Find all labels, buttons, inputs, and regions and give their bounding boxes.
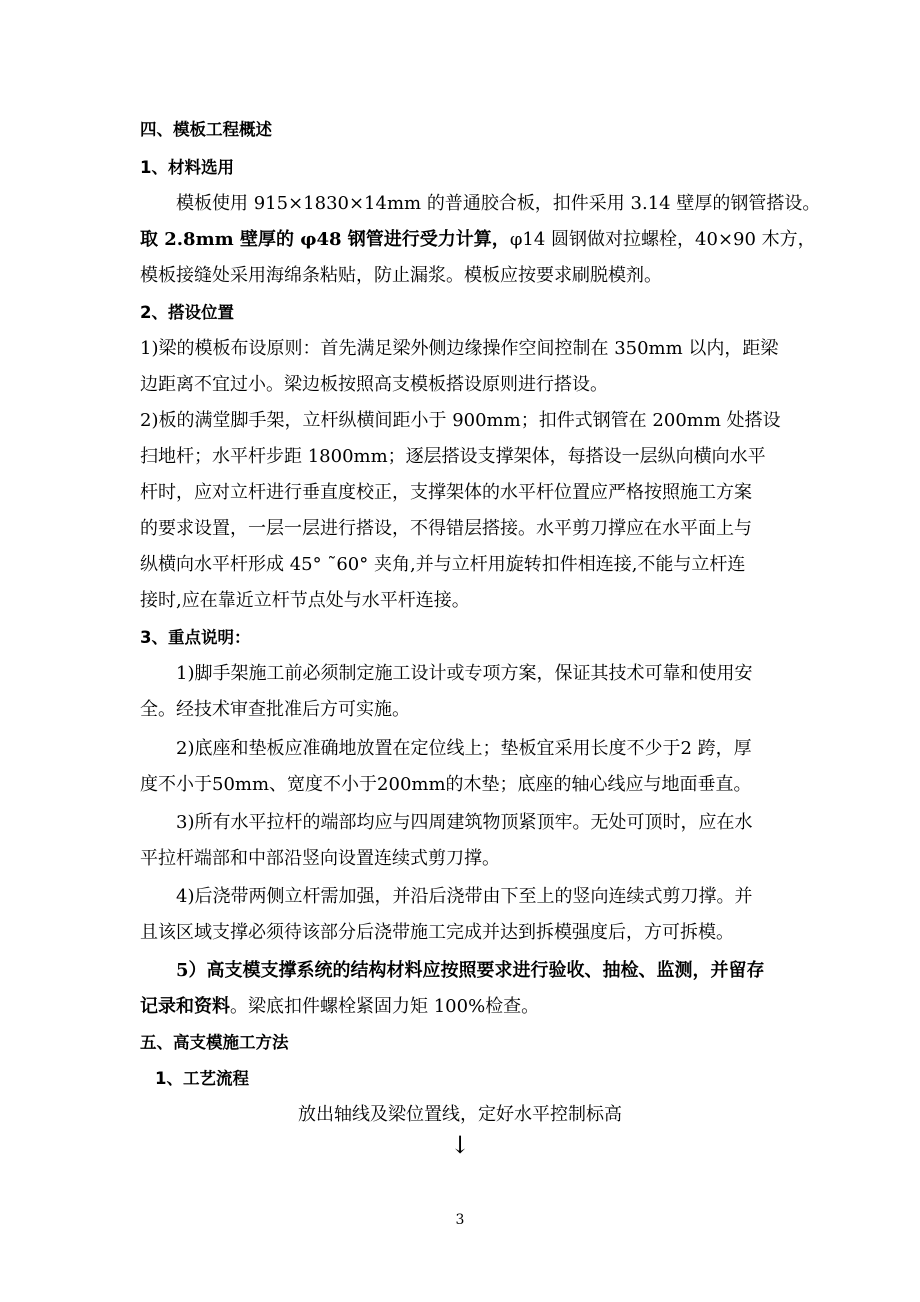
keypoint-line: 1)脚手架施工前必须制定施工设计或专项方案，保证其技术可靠和使用安 [176, 663, 753, 684]
materials-paragraph-line: 模板接缝处采用海绵条粘贴，防止漏浆。模板应按要求刷脱模剂。 [140, 265, 662, 286]
keypoint-line: 4)后浇带两侧立杆需加强，并沿后浇带由下至上的竖向连续式剪刀撑。并 [176, 886, 753, 907]
position-item-line: 1)梁的模板布设原则：首先满足梁外侧边缘操作空间控制在 350mm 以内，距梁 [140, 338, 779, 359]
section-four-heading: 四、模板工程概述 [140, 120, 272, 139]
materials-heading: 1、材料选用 [140, 158, 234, 177]
keypoint-line: 3)所有水平拉杆的端部均应与四周建筑物顶紧顶牢。无处可顶时，应在水 [176, 812, 753, 833]
keypoint-line: 平拉杆端部和中部沿竖向设置连续式剪刀撑。 [140, 848, 500, 869]
process-step: 放出轴线及梁位置线，定好水平控制标高 [298, 1104, 622, 1125]
position-heading: 2、搭设位置 [140, 303, 234, 322]
position-item-line: 的要求设置，一层一层进行搭设，不得错层搭接。水平剪刀撑应在水平面上与 [140, 518, 752, 539]
position-item-line: 边距离不宜过小。梁边板按照高支模板搭设原则进行搭设。 [140, 374, 608, 395]
position-item-line: 2)板的满堂脚手架，立杆纵横间距小于 900mm；扣件式钢管在 200mm 处搭设 [140, 410, 781, 431]
materials-text: φ14 圆钢做对拉螺栓，40×90 木方， [509, 229, 816, 250]
materials-paragraph-line: 模板使用 915×1830×14mm 的普通胶合板，扣件采用 3.14 壁厚的钢管搭设。 [176, 193, 821, 214]
keypoint-text: 。梁底扣件螺栓紧固力矩 100%检查。 [230, 996, 540, 1017]
keypoint-line: 度不小于50mm、宽度不小于200mm的木垫；底座的轴心线应与地面垂直。 [140, 774, 752, 795]
position-item-line: 纵横向水平杆形成 45° ˜60° 夹角,并与立杆用旋转扣件相连接,不能与立杆连 [140, 554, 746, 575]
down-arrow-icon: ↓ [449, 1131, 471, 1159]
process-heading: 1、工艺流程 [155, 1069, 249, 1088]
materials-bold-text: 取 2.8mm 壁厚的 φ48 钢管进行受力计算， [140, 229, 510, 250]
keypoint-line: 5）高支模支撑系统的结构材料应按照要求进行验收、抽检、监测，并留存 [176, 960, 765, 981]
section-five-heading: 五、高支模施工方法 [140, 1033, 289, 1052]
position-item-line: 扫地杆；水平杆步距 1800mm；逐层搭设支撑架体，每搭设一层纵向横向水平 [140, 446, 766, 467]
position-item-line: 接时,应在靠近立杆节点处与水平杆连接。 [140, 590, 470, 611]
keypoint-line: 且该区域支撑必须待该部分后浇带施工完成并达到拆模强度后，方可拆模。 [140, 922, 734, 943]
materials-paragraph-line [140, 229, 816, 251]
keypoint-line [140, 996, 780, 1018]
keypoints-heading: 3、重点说明： [140, 628, 251, 647]
keypoint-bold-text: 记录和资料 [140, 996, 230, 1017]
page-number: 3 [455, 1212, 465, 1228]
keypoint-line: 全。经技术审查批准后方可实施。 [140, 699, 410, 720]
keypoint-line: 2)底座和垫板应准确地放置在定位线上；垫板宜采用长度不少于2 跨，厚 [176, 738, 752, 759]
position-item-line: 杆时，应对立杆进行垂直度校正，支撑架体的水平杆位置应严格按照施工方案 [140, 482, 752, 503]
